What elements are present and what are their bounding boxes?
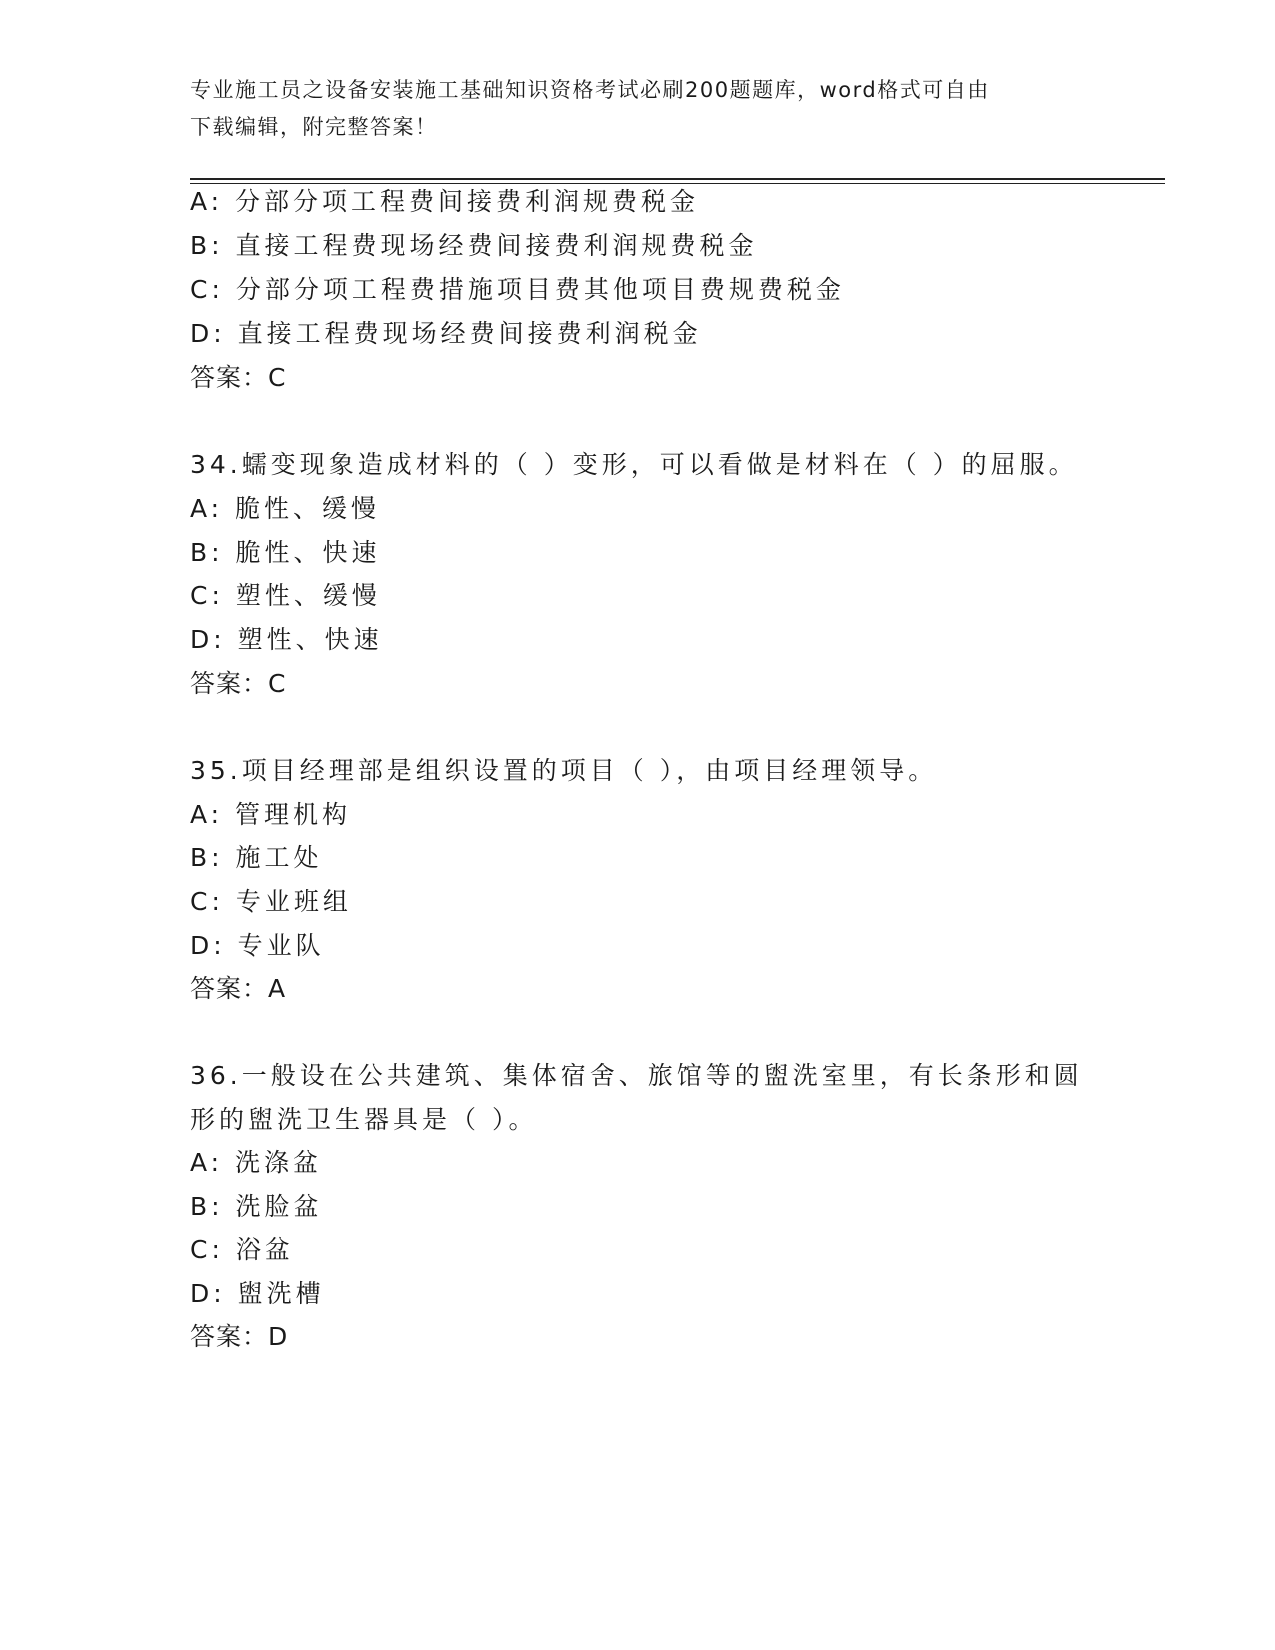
q34-stem: 34.蠕变现象造成材料的（ ）变形，可以看做是材料在（ ）的屈服。 <box>190 450 1078 479</box>
q36-option-b: B: 洗脸盆 <box>190 1192 323 1221</box>
q33-option-a: A: 分部分项工程费间接费利润规费税金 <box>190 187 700 216</box>
document-header <box>190 72 1090 146</box>
q35-option-a: A: 管理机构 <box>190 800 352 829</box>
q34-answer: 答案：C <box>190 669 287 698</box>
q34-option-b: B: 脆性、快速 <box>190 538 381 567</box>
q35-option-b: B: 施工处 <box>190 843 323 872</box>
q36-stem-line-2: 形的盥洗卫生器具是（ ）。 <box>190 1105 538 1134</box>
q36-option-a: A: 洗涤盆 <box>190 1148 323 1177</box>
q36-option-c: C: 浴盆 <box>190 1235 294 1264</box>
q35-option-c: C: 专业班组 <box>190 887 352 916</box>
q35-stem: 35.项目经理部是组织设置的项目（ ），由项目经理领导。 <box>190 756 938 785</box>
header-title-line-2: 下载编辑，附完整答案！ <box>190 115 438 139</box>
q34-option-c: C: 塑性、缓慢 <box>190 581 381 610</box>
header-title-line-1: 专业施工员之设备安装施工基础知识资格考试必刷200题题库，word格式可自由 <box>190 78 990 102</box>
q35-option-d: D: 专业队 <box>190 931 325 960</box>
header-divider-thick <box>190 178 1165 180</box>
q35-answer: 答案：A <box>190 974 287 1003</box>
header-divider-thin <box>190 183 1165 184</box>
q33-answer: 答案：C <box>190 363 287 392</box>
q33-option-c: C: 分部分项工程费措施项目费其他项目费规费税金 <box>190 275 845 304</box>
q34-option-a: A: 脆性、缓慢 <box>190 494 381 523</box>
q36-stem-line-1: 36.一般设在公共建筑、集体宿舍、旅馆等的盥洗室里，有长条形和圆 <box>190 1061 1083 1090</box>
q36-option-d: D: 盥洗槽 <box>190 1279 325 1308</box>
q36-answer: 答案：D <box>190 1322 289 1351</box>
q33-option-d: D: 直接工程费现场经费间接费利润税金 <box>190 319 702 348</box>
q34-option-d: D: 塑性、快速 <box>190 625 383 654</box>
q33-option-b: B: 直接工程费现场经费间接费利润规费税金 <box>190 231 758 260</box>
